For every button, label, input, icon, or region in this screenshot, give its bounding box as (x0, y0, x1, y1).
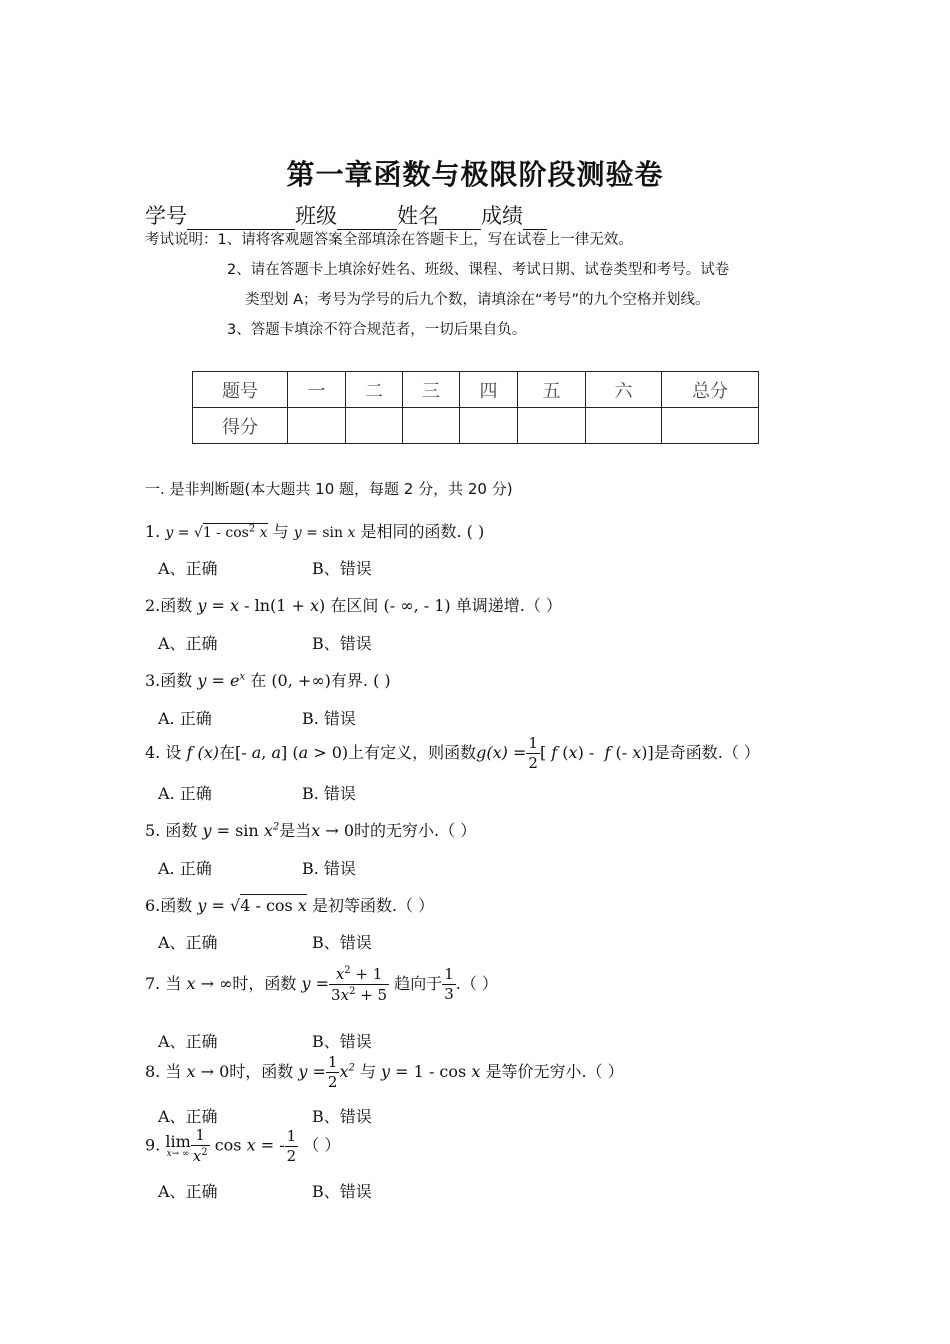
math-expr: $y = e^x$ (197, 671, 246, 690)
question-4 (145, 736, 760, 771)
option-a[interactable]: A、正确 (158, 1182, 218, 1201)
question-text: 是奇函数.（ ） (653, 743, 760, 762)
question-text: 当 (165, 974, 182, 993)
question-5 (145, 818, 476, 841)
score-cell[interactable] (288, 408, 346, 444)
question-text: 是当 (279, 821, 312, 840)
option-b[interactable]: B、错误 (312, 1032, 372, 1051)
score-label: 成绩 (481, 204, 523, 228)
question-text: 设 (165, 743, 182, 762)
math-expr: y = (301, 974, 330, 993)
limit-operator: lim x→ ∞ (165, 1131, 191, 1159)
question-text: 趋向于 (394, 974, 443, 993)
option-a[interactable]: A. 正确 (158, 709, 212, 728)
question-text: 时的无穷小.（ ） (354, 821, 477, 840)
option-b[interactable]: B、错误 (312, 634, 372, 653)
instruction-item-2a: 2、请在答题卡上填涂好姓名、班级、课程、考试日期、试卷类型和考号。试卷 (227, 262, 730, 278)
instructions-lead: 考试说明： (145, 232, 218, 248)
math-expr: (a > 0) (292, 743, 349, 762)
score-cell[interactable] (662, 408, 759, 444)
math-expr: y = √4 - cos x (197, 896, 307, 915)
table-cell: 二 (346, 372, 403, 408)
score-cell[interactable] (346, 408, 403, 444)
question-number: 2. (145, 596, 161, 615)
fraction: $\frac{x^2 + 1}{3x^2 + 5}$ (331, 965, 388, 1004)
option-a[interactable]: A、正确 (158, 1107, 218, 1126)
fraction: $\frac{1}{2}$ (528, 734, 538, 772)
instruction-item-3: 3、答题卡填涂不符合规范者，一切后果自负。 (227, 322, 527, 338)
score-blank (523, 207, 547, 230)
math-expr: (0, +∞) (271, 671, 331, 690)
option-a[interactable]: A、正确 (158, 1032, 218, 1051)
option-b[interactable]: B. 错误 (302, 859, 356, 878)
question-number: 7. (145, 974, 161, 993)
question-text: 与 (272, 522, 289, 541)
math-expr: y = sin x (293, 525, 356, 541)
question-text: 函数 (160, 671, 193, 690)
class-label: 班级 (295, 204, 337, 228)
question-text: 在区间 (330, 596, 379, 615)
math-expr: y = x - ln(1 + x) (197, 596, 326, 615)
score-table (192, 371, 759, 444)
math-expr: [- a, a] (235, 743, 288, 762)
option-a[interactable]: A、正确 (158, 933, 218, 952)
section-heading: 一. 是非判断题(本大题共 10 题，每题 2 分，共 20 分) (145, 480, 513, 498)
math-expr: cos x = - (214, 1135, 285, 1155)
math-expr: y = 1 - cos x (381, 1062, 481, 1081)
math-expr: $x^2$ (339, 1062, 355, 1081)
option-b[interactable]: B、错误 (312, 1107, 372, 1126)
option-b[interactable]: B. 错误 (302, 784, 356, 803)
math-expr: x → 0 (311, 821, 355, 840)
question-number: 9. (145, 1135, 161, 1155)
score-cell[interactable] (586, 408, 662, 444)
question-text: 上有定义，则函数 (348, 743, 477, 762)
question-text: 函数 (165, 821, 198, 840)
score-table-header-row (193, 372, 759, 408)
question-1 (145, 519, 484, 542)
question-8 (145, 1055, 624, 1090)
table-cell: 得分 (193, 408, 288, 444)
question-3 (145, 668, 391, 691)
question-number: 8. (145, 1062, 161, 1081)
math-expr: g(x) = (476, 743, 527, 762)
score-cell[interactable] (518, 408, 586, 444)
question-text: 是初等函数.（ ） (311, 896, 435, 915)
math-expr: $y = \sin x^2$ (202, 821, 280, 840)
question-7 (145, 966, 498, 1003)
question-9 (145, 1128, 340, 1164)
question-text: 是相同的函数. ( ) (360, 522, 485, 541)
math-expr: y = (298, 1062, 326, 1081)
table-cell: 六 (586, 372, 662, 408)
fraction: $\frac{1}{2}$ (327, 1053, 338, 1091)
math-expr: x → 0 (186, 1062, 230, 1081)
math-expr: $y = √1 - \cos^2 x$ (165, 523, 268, 541)
option-a[interactable]: A、正确 (158, 559, 218, 578)
question-text: 当 (165, 1062, 182, 1081)
student-id-label: 学号 (145, 204, 187, 228)
question-text: 函数 (160, 596, 193, 615)
question-number: 6. (145, 896, 161, 915)
fraction: $\frac{1}{2}$ (286, 1126, 297, 1165)
option-b[interactable]: B、错误 (312, 559, 372, 578)
math-expr: x → ∞ (186, 974, 233, 993)
question-text: 有界. ( ) (330, 671, 391, 690)
math-expr: (- ∞, - 1) (383, 596, 451, 615)
option-a[interactable]: A. 正确 (158, 859, 212, 878)
option-a[interactable]: A、正确 (158, 634, 218, 653)
table-cell: 四 (460, 372, 518, 408)
option-a[interactable]: A. 正确 (158, 784, 212, 803)
question-text: 与 (359, 1062, 376, 1081)
table-cell: 题号 (193, 372, 288, 408)
instruction-item-2b: 类型划 A；考号为学号的后九个数，请填涂在“考号”的九个空格并划线。 (245, 292, 710, 308)
score-cell[interactable] (460, 408, 518, 444)
question-text: 时，函数 (229, 1062, 294, 1081)
page-title: 第一章函数与极限阶段测验卷 (286, 158, 664, 191)
table-cell: 三 (403, 372, 460, 408)
question-text: .（ ） (455, 974, 498, 993)
option-b[interactable]: B. 错误 (302, 709, 356, 728)
question-6 (145, 893, 434, 916)
fraction: $\frac{1}{x^2}$ (192, 1126, 208, 1165)
score-cell[interactable] (403, 408, 460, 444)
question-text: 时，函数 (232, 974, 297, 993)
table-cell: 一 (288, 372, 346, 408)
question-text: 在 (218, 743, 235, 762)
math-expr: f (x) (186, 743, 219, 762)
question-number: 4. (145, 743, 161, 762)
table-cell: 总分 (662, 372, 759, 408)
question-text: 是等价无穷小.（ ） (485, 1062, 624, 1081)
student-info-line (145, 200, 547, 230)
question-text: 函数 (160, 896, 193, 915)
class-blank (337, 207, 397, 230)
question-text: 在 (250, 671, 267, 690)
question-number: 1. (145, 522, 161, 541)
question-2 (145, 593, 562, 616)
math-expr: [ f (x) - f (- x)] (539, 743, 654, 762)
score-table-score-row (193, 408, 759, 444)
option-b[interactable]: B、错误 (312, 1182, 372, 1201)
question-number: 5. (145, 821, 161, 840)
student-id-blank (187, 207, 295, 230)
option-b[interactable]: B、错误 (312, 933, 372, 952)
question-text: （ ） (303, 1135, 341, 1155)
fraction: $\frac{1}{3}$ (444, 965, 454, 1003)
question-number: 3. (145, 671, 161, 690)
name-label: 姓名 (397, 204, 439, 228)
instructions-line-1 (145, 228, 633, 249)
instruction-item-1: 1、请将客观题答案全部填涂在答题卡上，写在试卷上一律无效。 (217, 232, 633, 248)
table-cell: 五 (518, 372, 586, 408)
name-blank (439, 207, 481, 230)
question-text: 单调递增.（ ） (455, 596, 562, 615)
